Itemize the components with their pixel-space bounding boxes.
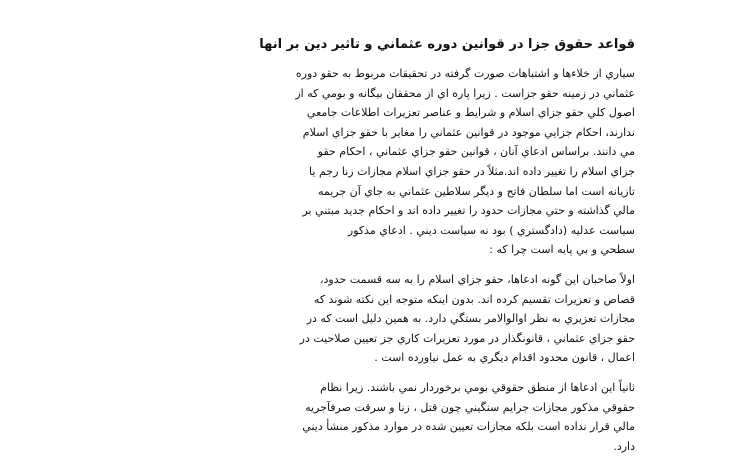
paragraph-line: ندارند، احكام جزايي موجود در قوانين عثماني را مغاير با حقو جزاي اسلام	[302, 125, 635, 139]
paragraph-line: حقوقي مذكور مجازات جرايم سنگيني چون قتل ، زنا و سرقت صرفآجريه	[305, 400, 635, 414]
paragraph-line: جزاي اسلام را تغيير داده اند.مثلاً در حقو جزاي اسلام مجازات زنا رجم يا	[309, 164, 635, 178]
paragraph-line: سطحي و بي پايه است چرا كه :	[489, 243, 635, 257]
paragraph-line: اصول كلي حقو جزاي اسلام و شرايط و عناصر تعزيرات اطلاعات جامعي	[306, 106, 635, 120]
paragraph-line: تازيانه است اما سلطان فاتح و ديگر سلاطين عثماني به جاي آن جريمه	[317, 184, 635, 198]
paragraph-2	[115, 270, 635, 368]
document-title: قواعد حقوق جزا در قوانين دوره عثماني و تاثير دين بر انها	[259, 37, 635, 52]
paragraph-line: مالي قرار نداده است بلكه مجازات تعيين شده در موارد مذكور منشأ ديني	[302, 420, 635, 434]
paragraph-line: اعمال ، قانون محدود اقدام ديگري به عمل نياورده است .	[374, 351, 635, 365]
paragraph-line: اولاً صاحبان اين گونه ادعاها، حقو جزاي اسلام را به سه قسمت حدود،	[319, 272, 635, 286]
paragraph-line: سياست عدليه (دادگستري ) بود نه سياست ديني . ادعاي مذكور	[347, 223, 635, 237]
paragraph-line: سياري از خلاءها و اشتباهات صورت گرفته در تحقيقات مربوط به حقو دوره	[295, 67, 635, 80]
paragraph-line: قصاص و تعزيرات تقسيم كرده اند. بدون اينكه متوجه اين نكته شوند كه	[313, 292, 635, 306]
paragraph-line: مجازات تعزيري به نظر اوالوالامر بستگي دارد. به همين دليل است كه در	[306, 312, 635, 326]
paragraph-line: ثانياً اين ادعاها از منطق حقوقي بومي برخوردار نمي باشند. زيرا نظام	[320, 380, 635, 394]
paragraph-3	[115, 378, 635, 456]
document-body	[115, 36, 635, 466]
paragraph-line: حقو جزاي عثماني ، قانونگذار در مورد تعزيرات كاري جز تعيين صلاحيت در	[299, 331, 635, 345]
paragraph-1	[115, 64, 635, 260]
paragraph-line: عثماني در زمينه حقو جزاست . زيرا پاره اي از محققان بيگانه و بومي كه از	[295, 86, 635, 100]
paragraph-line: مي دانند. براساس ادعاي آنان ، قوانين حقو جزاي عثماني ، احكام حقو	[317, 145, 635, 159]
paragraph-line: دارد.	[613, 439, 635, 453]
paragraph-line: مالي گذاشته و حتي مجازات حدود را تغيير داده اند و احكام جديد مبتني بر	[302, 204, 635, 218]
